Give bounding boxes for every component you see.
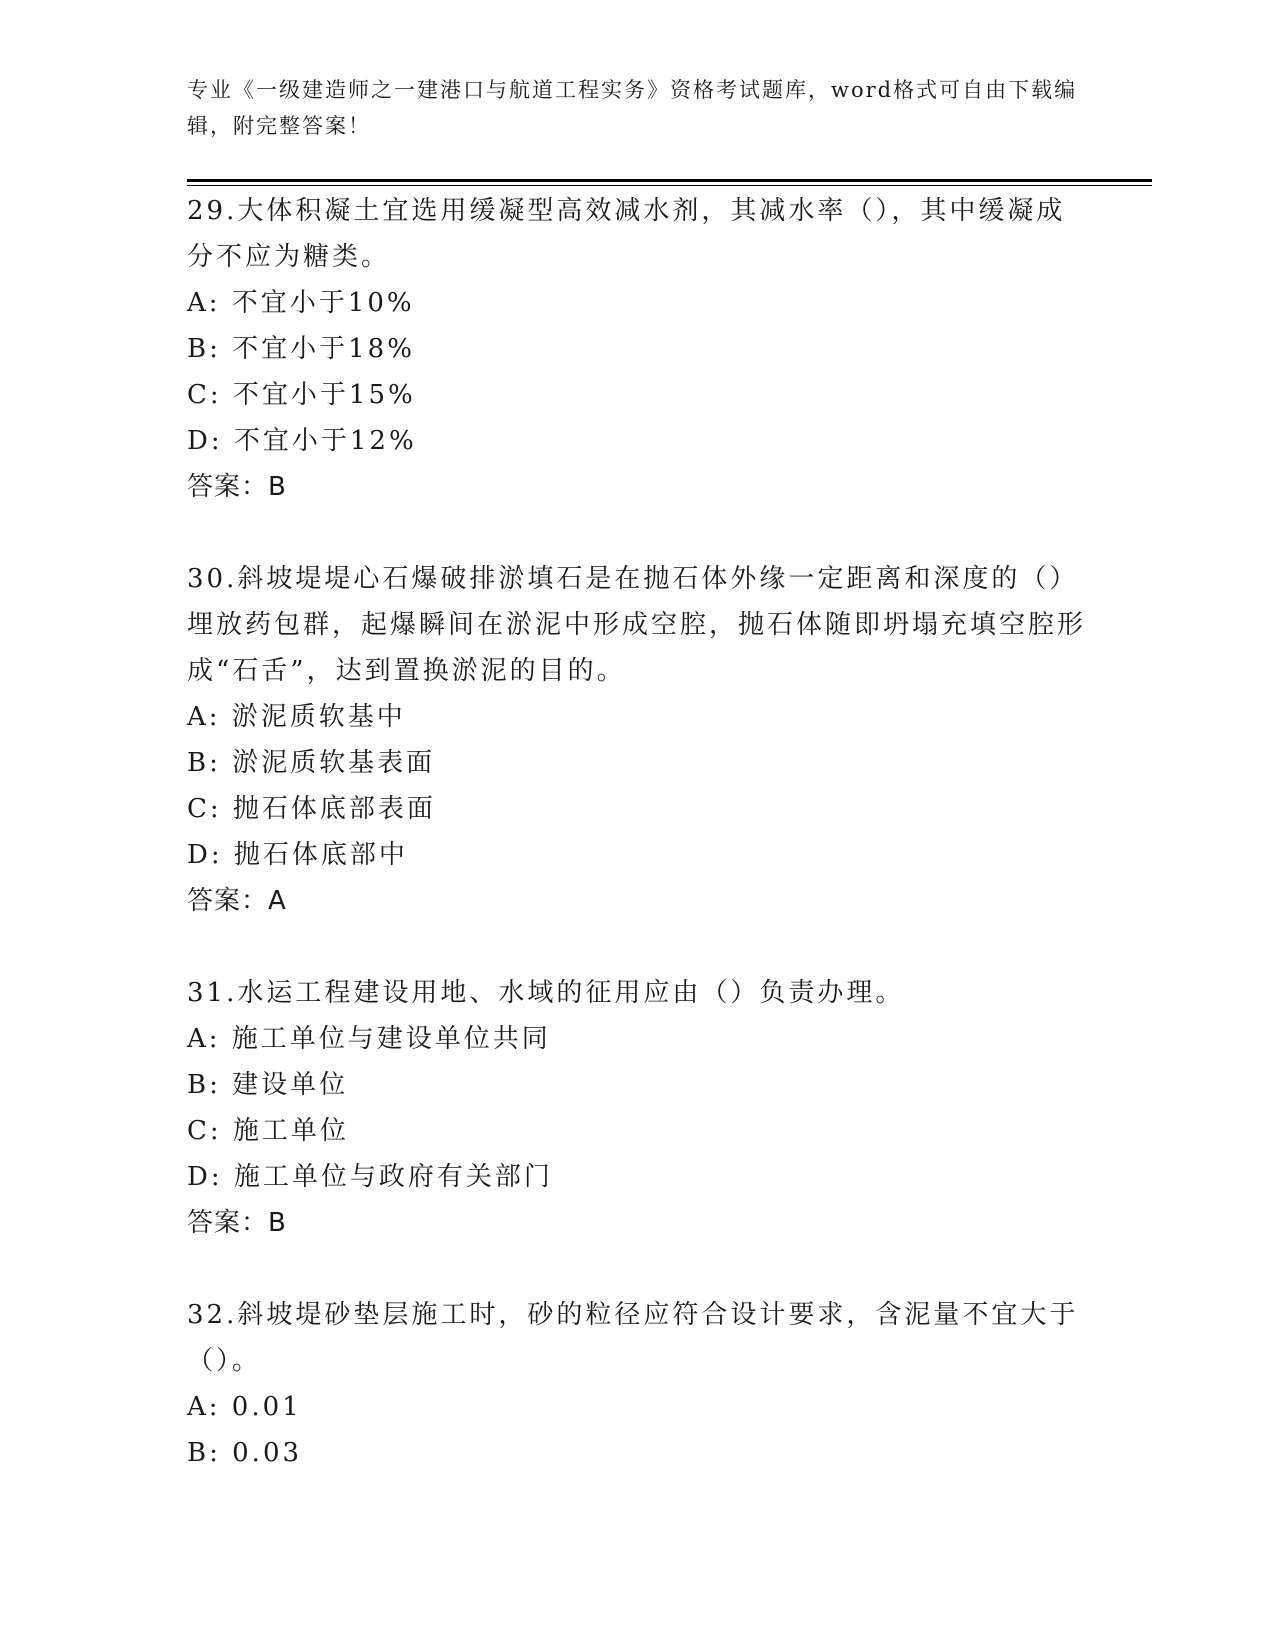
option-d: D: 不宜小于12% <box>187 426 417 456</box>
option-b: B: 0.03 <box>187 1438 303 1468</box>
question-stem: 29.大体积凝土宜选用缓凝型高效减水剂，其减水率（），其中缓凝成分不应为糖类。 <box>187 196 1066 272</box>
answer-label: 答案：A <box>187 886 287 916</box>
option-d: D: 抛石体底部中 <box>187 840 408 870</box>
option-b: B: 不宜小于18% <box>187 334 415 364</box>
option-a: A: 0.01 <box>187 1392 302 1422</box>
option-c: C: 抛石体底部表面 <box>187 794 436 824</box>
answer-label: 答案：B <box>187 472 287 502</box>
question-32 <box>187 1292 1087 1476</box>
question-stem: 30.斜坡堤堤心石爆破排淤填石是在抛石体外缘一定距离和深度的（）埋放药包群，起爆瞬间在淤泥中形成空腔，抛石体随即坍塌充填空腔形成“石舌”，达到置换淤泥的目的。 <box>187 564 1087 686</box>
option-c: C: 施工单位 <box>187 1116 349 1146</box>
answer-label: 答案：B <box>187 1208 287 1238</box>
option-a: A: 淤泥质软基中 <box>187 702 406 732</box>
header-divider-thin <box>187 185 1152 186</box>
question-stem: 32.斜坡堤砂垫层施工时，砂的粒径应符合设计要求，含泥量不宜大于（）。 <box>187 1300 1079 1376</box>
document-header: 专业《一级建造师之一建港口与航道工程实务》资格考试题库，word格式可自由下载编辑，附完整答案！ <box>187 78 1078 138</box>
question-29 <box>187 188 1087 510</box>
header-divider-thick <box>187 179 1152 182</box>
question-31 <box>187 970 1087 1246</box>
option-b: B: 建设单位 <box>187 1070 349 1100</box>
option-b: B: 淤泥质软基表面 <box>187 748 436 778</box>
option-a: A: 不宜小于10% <box>187 288 415 318</box>
question-stem: 31.水运工程建设用地、水域的征用应由（）负责办理。 <box>187 978 905 1008</box>
question-list <box>187 188 1087 1522</box>
question-30 <box>187 556 1087 924</box>
option-d: D: 施工单位与政府有关部门 <box>187 1162 553 1192</box>
option-c: C: 不宜小于15% <box>187 380 416 410</box>
option-a: A: 施工单位与建设单位共同 <box>187 1024 551 1054</box>
